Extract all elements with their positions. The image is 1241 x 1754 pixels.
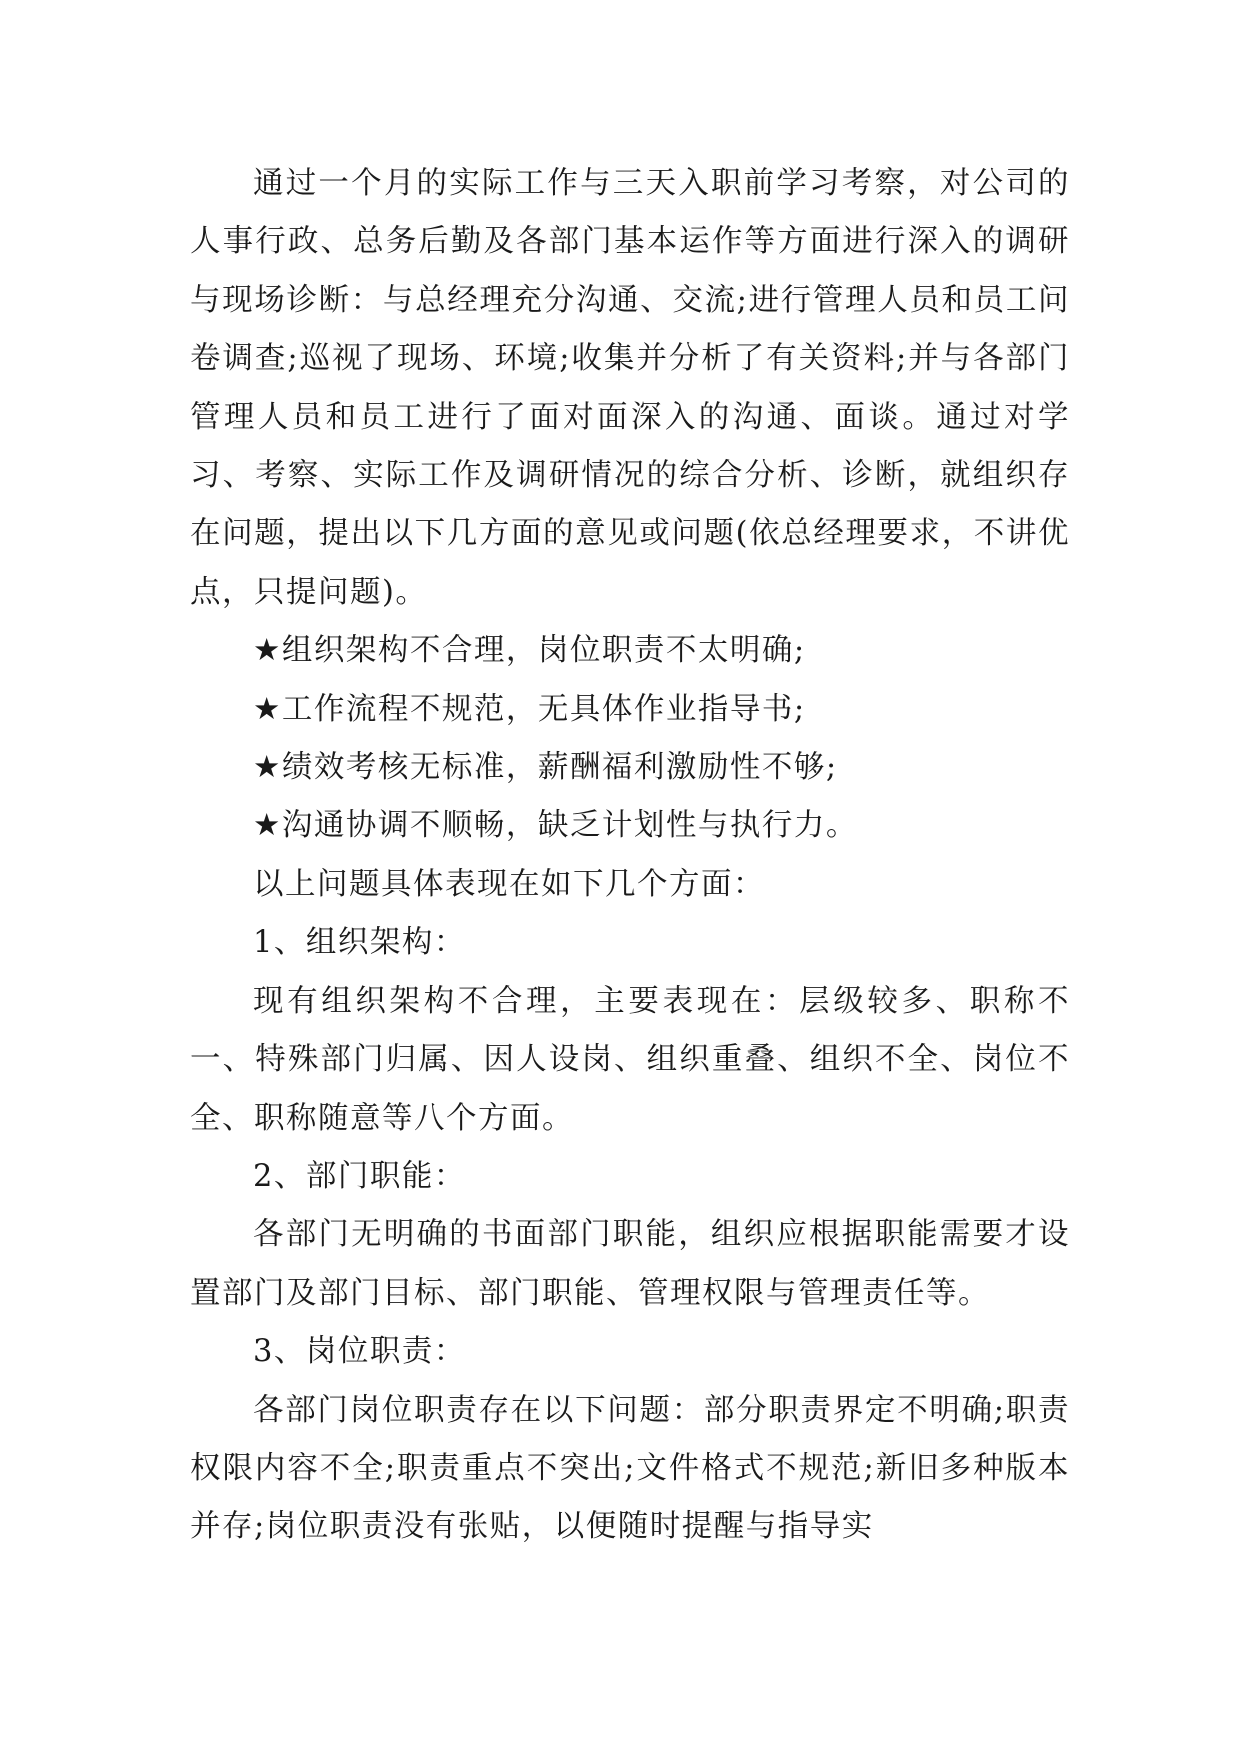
bullet-item — [190, 797, 1070, 855]
document-body — [190, 155, 1070, 1557]
section-heading: 2、部门职能： — [253, 1158, 466, 1194]
star-icon: ★ — [253, 750, 282, 786]
bullet-item — [190, 681, 1070, 739]
section-body: 各部门岗位职责存在以下问题：部分职责界定不明确;职责权限内容不全;职责重点不突出;文件格式不规范;新旧多种版本并存;岗位职责没有张贴，以便随时提醒与指导实 — [190, 1392, 1070, 1545]
bullet-item — [190, 739, 1070, 797]
summary-paragraph: 以上问题具体表现在如下几个方面： — [253, 866, 765, 902]
bullet-item — [190, 622, 1070, 680]
section-heading: 1、组织架构： — [253, 925, 466, 961]
star-icon: ★ — [253, 691, 282, 727]
star-icon: ★ — [253, 808, 282, 844]
bullet-text: 沟通协调不顺畅，缺乏计划性与执行力。 — [281, 808, 858, 844]
bullet-text: 组织架构不合理，岗位职责不太明确; — [281, 633, 806, 669]
intro-paragraph: 通过一个月的实际工作与三天入职前学习考察，对公司的人事行政、总务后勤及各部门基本运作等方面进行深入的调研与现场诊断：与总经理充分沟通、交流;进行管理人员和员工问卷调查;巡视了现场、环境;收集并分析了有关资料;并与各部门管理人员和员工进行了面对面深入的沟通、面谈。通过对学习、考察、实际工作及调研情况的综合分析、诊断，就组织存在问题，提出以下几方面的意见或问题(依总经理要求，不讲优点，只提问题)。 — [190, 166, 1070, 610]
section-body: 现有组织架构不合理，主要表现在：层级较多、职称不一、特殊部门归属、因人设岗、组织重叠、组织不全、岗位不全、职称随意等八个方面。 — [190, 983, 1070, 1136]
star-icon: ★ — [253, 633, 282, 669]
section-body: 各部门无明确的书面部门职能，组织应根据职能需要才设置部门及部门目标、部门职能、管理权限与管理责任等。 — [190, 1217, 1070, 1311]
bullet-text: 工作流程不规范，无具体作业指导书; — [281, 691, 806, 727]
bullet-text: 绩效考核无标准，薪酬福利激励性不够; — [281, 750, 838, 786]
section-heading: 3、岗位职责： — [253, 1334, 466, 1370]
